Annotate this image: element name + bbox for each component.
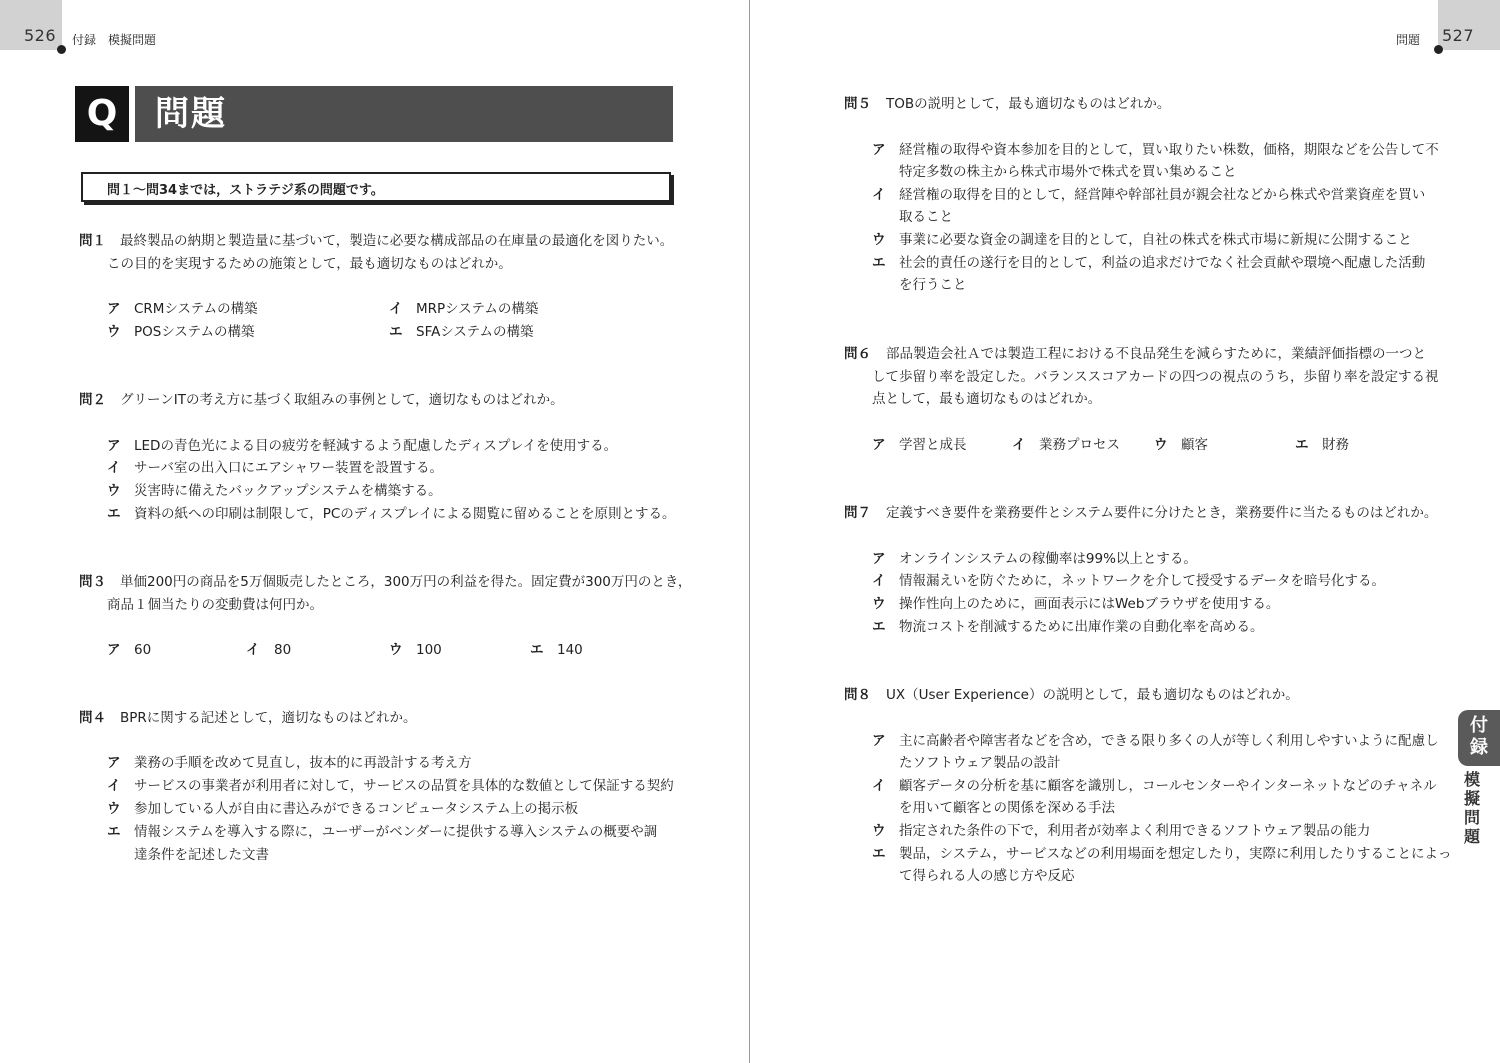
section-banner: [75, 86, 673, 142]
notice-text: 問１〜問34までは，ストラテジ系の問題です。: [107, 183, 384, 198]
option-text: 製品，システム，サービスなどの利用場面を想定したり，実際に利用したりすることによっ: [899, 846, 1452, 862]
option-text: 業務の手順を改めて見直し，抜本的に再設計する考え方: [134, 755, 472, 771]
option-text: 参加している人が自由に書込みができるコンピュータシステム上の掲示板: [134, 801, 579, 817]
side-index-tab[interactable]: [1458, 710, 1500, 766]
option-text: 指定された条件の下で，利用者が効率よく利用できるソフトウェア製品の能力: [899, 823, 1371, 839]
option-label: ウ: [107, 801, 121, 817]
option-label: イ: [872, 187, 886, 203]
question-text: 商品１個当たりの変動費は何円か。: [107, 597, 323, 613]
option-label: エ: [107, 824, 121, 840]
right-page: [750, 0, 1500, 1063]
option-text: 物流コストを削減するために出庫作業の自動化率を高める。: [899, 619, 1264, 635]
option-label: ア: [107, 755, 121, 771]
question-label: 問７: [844, 505, 871, 521]
option-text: 60: [134, 642, 152, 658]
option-text: 80: [274, 642, 292, 658]
option-label: ウ: [872, 823, 886, 839]
option-text: 学習と成長: [899, 437, 967, 453]
page-number: 527: [1441, 26, 1474, 45]
option-label: ア: [872, 733, 886, 749]
option-text: を用いて顧客との関係を深める手法: [899, 800, 1115, 816]
option-label: ウ: [1154, 437, 1168, 453]
question-label: 問８: [844, 687, 871, 703]
question-label: 問４: [79, 710, 106, 726]
option-label: イ: [872, 573, 886, 589]
option-text: 災害時に備えたバックアップシステムを構築する。: [134, 483, 442, 499]
option-text: 資料の紙への印刷は制限して，PCのディスプレイによる閲覧に留めることを原則とする。: [134, 506, 676, 522]
option-text: たソフトウェア製品の設計: [899, 755, 1061, 771]
option-text: SFAシステムの構築: [416, 324, 534, 340]
option-label: イ: [107, 460, 121, 476]
question-label: 問５: [844, 96, 871, 112]
banner-letter: Q: [75, 86, 129, 142]
option-text: 主に高齢者や障害者などを含め，できる限り多くの人が等しく利用しやすいように配慮し: [899, 733, 1439, 749]
option-label: エ: [107, 506, 121, 522]
option-text: 140: [557, 642, 583, 658]
option-text: サービスの事業者が利用者に対して，サービスの品質を具体的な数値として保証する契約: [134, 778, 674, 794]
question-text: 最終製品の納期と製造量に基づいて，製造に必要な構成部品の在庫量の最適化を図りたい。: [120, 233, 674, 249]
option-label: ウ: [107, 324, 121, 340]
option-label: ウ: [107, 483, 121, 499]
option-label: エ: [872, 846, 886, 862]
option-label: エ: [872, 255, 886, 271]
option-text: 経営権の取得や資本参加を目的として，買い取りたい株数，価格，期限などを公告して不: [899, 142, 1439, 158]
option-text: 100: [416, 642, 442, 658]
question-text: 点として，最も適切なものはどれか。: [872, 391, 1102, 407]
option-text: POSシステムの構築: [134, 324, 255, 340]
option-label: イ: [1012, 437, 1026, 453]
question-label: 問３: [79, 574, 106, 590]
page-number: 526: [24, 26, 57, 45]
option-text: 経営権の取得を目的として，経営陣や幹部社員が親会社などから株式や営業資産を買い: [899, 187, 1426, 203]
option-text: 情報システムを導入する際に，ユーザーがベンダーに提供する導入システムの概要や調: [134, 824, 658, 840]
option-label: ア: [107, 301, 121, 317]
running-header: 問題: [1395, 33, 1420, 47]
option-label: ア: [107, 642, 121, 658]
option-label: ウ: [872, 596, 886, 612]
option-text: 顧客: [1181, 437, 1208, 453]
option-label: ウ: [872, 232, 886, 248]
option-text: 情報漏えいを防ぐために，ネットワークを介して授受するデータを暗号化する。: [899, 573, 1385, 589]
option-label: イ: [246, 642, 260, 658]
option-label: ア: [872, 551, 886, 567]
side-label-char: 題: [1463, 827, 1480, 846]
option-text: 財務: [1322, 437, 1349, 453]
option-text: 特定多数の株主から株式市場外で株式を買い集めること: [899, 164, 1237, 180]
option-label: エ: [389, 324, 403, 340]
page-dot: [57, 45, 66, 54]
option-label: ア: [872, 142, 886, 158]
option-label: ア: [107, 438, 121, 454]
side-label-char: 問: [1463, 808, 1480, 827]
question-label: 問６: [844, 346, 871, 362]
side-tab-char: 録: [1470, 737, 1488, 758]
option-text: 事業に必要な資金の調達を目的として，自社の株式を株式市場に新規に公開すること: [899, 232, 1412, 248]
option-text: 達条件を記述した文書: [134, 847, 269, 863]
option-label: エ: [1295, 437, 1309, 453]
banner-title: 問題: [155, 94, 227, 134]
page-dot: [1434, 45, 1443, 54]
option-label: ア: [872, 437, 886, 453]
banner-separator: [129, 86, 135, 142]
question-text: グリーンITの考え方に基づく取組みの事例として，適切なものはどれか。: [120, 392, 564, 408]
option-label: イ: [872, 778, 886, 794]
question-text: して歩留り率を設定した。バランススコアカードの四つの視点のうち，歩留り率を設定する視: [872, 369, 1439, 385]
running-header: 付録 模擬問題: [72, 33, 157, 47]
option-text: 業務プロセス: [1039, 437, 1120, 453]
option-text: 操作性向上のために，画面表示にはWebブラウザを使用する。: [899, 596, 1280, 612]
option-text: MRPシステムの構築: [416, 301, 539, 317]
question-text: 単価200円の商品を5万個販売したところ，300万円の利益を得た。固定費が300万円のとき，: [120, 574, 692, 590]
option-text: 取ること: [899, 209, 953, 225]
option-text: を行うこと: [899, 277, 967, 293]
question-text: 定義すべき要件を業務要件とシステム要件に分けたとき，業務要件に当たるものはどれか。: [886, 505, 1438, 521]
option-text: 社会的責任の遂行を目的として，利益の追求だけでなく社会貢献や環境へ配慮した活動: [899, 255, 1426, 271]
side-label-char: 模: [1463, 770, 1480, 789]
option-text: オンラインシステムの稼働率は99%以上とする。: [899, 551, 1197, 567]
option-text: CRMシステムの構築: [134, 301, 258, 317]
question-label: 問１: [79, 233, 106, 249]
option-text: 顧客データの分析を基に顧客を識別し，コールセンターやインターネットなどのチャネル: [899, 778, 1437, 794]
side-index-label: [1462, 770, 1482, 846]
question-text: BPRに関する記述として，適切なものはどれか。: [120, 710, 417, 726]
question-text: TOBの説明として，最も適切なものはどれか。: [886, 96, 1171, 112]
option-text: サーバ室の出入口にエアシャワー装置を設置する。: [134, 460, 444, 476]
side-label-char: 擬: [1463, 789, 1480, 808]
option-text: て得られる人の感じ方や反応: [899, 868, 1075, 884]
option-label: イ: [389, 301, 403, 317]
question-text: 部品製造会社Ａでは製造工程における不良品発生を減らすために，業績評価指標の一つと: [886, 346, 1426, 362]
option-label: エ: [872, 619, 886, 635]
option-label: エ: [530, 642, 544, 658]
option-label: ウ: [389, 642, 403, 658]
question-label: 問２: [79, 392, 106, 408]
option-label: イ: [107, 778, 121, 794]
side-tab-char: 付: [1470, 715, 1488, 736]
notice-box: [81, 172, 671, 202]
question-text: この目的を実現するための施策として，最も適切なものはどれか。: [107, 256, 512, 272]
question-text: UX（User Experience）の説明として，最も適切なものはどれか。: [886, 687, 1299, 703]
option-text: LEDの青色光による目の疲労を軽減するよう配慮したディスプレイを使用する。: [134, 438, 618, 454]
